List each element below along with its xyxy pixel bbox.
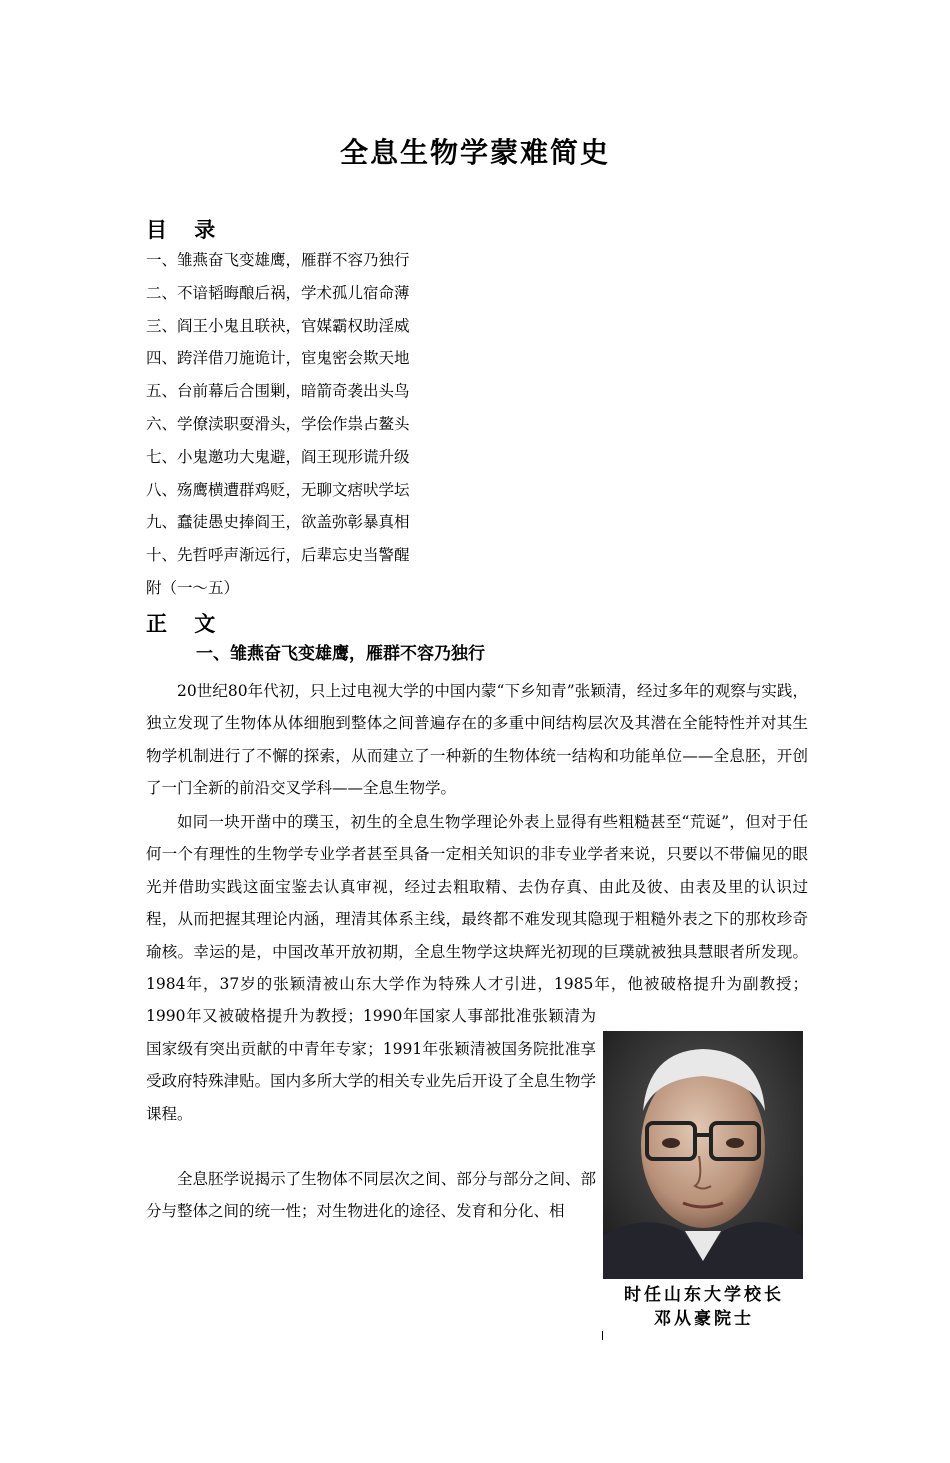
table-of-contents	[146, 244, 410, 605]
paragraph: 20世纪80年代初，只上过电视大学的中国内蒙“下乡知青”张颖清，经过多年的观察与实践，独立发现了生物体从体细胞到整体之间普遍存在的多重中间结构层次及其潜在全能特性并对其生物学机制进行了不懈的探索，从而建立了一种新的生物体统一结构和功能单位——全息胚，开创了一门全新的前沿交叉学科——全息生物学。	[146, 682, 808, 798]
toc-item: 七、小鬼邀功大鬼避，阎王现形谎升级	[146, 447, 410, 466]
document-title: 全息生物学蒙难简史	[339, 136, 610, 169]
toc-item: 三、阎王小鬼且联袂，官媒霸权助淫威	[146, 316, 410, 335]
toc-item: 六、学僚渎职耍滑头，学侩作祟占鳌头	[146, 414, 410, 433]
toc-heading: 目 录	[146, 217, 226, 242]
toc-item: 二、不谙韬晦酿后祸，学术孤儿宿命薄	[146, 283, 410, 302]
section-title: 一、雏燕奋飞变雄鹰，雁群不容乃独行	[196, 644, 485, 664]
toc-item: 十、先哲呼声渐远行，后辈忘史当警醒	[146, 546, 410, 565]
photo-caption	[600, 1283, 808, 1331]
toc-item: 八、殇鹰横遭群鸡贬，无聊文痞吠学坛	[146, 480, 410, 499]
body-heading: 正 文	[146, 611, 226, 636]
page-mark	[602, 1331, 603, 1340]
photo-caption-line: 时任山东大学校长	[624, 1285, 784, 1305]
paragraph: 如同一块开凿中的璞玉，初生的全息生物学理论外表上显得有些粗糙甚至“荒诞”，但对于任何一个有理性的生物学专业学者甚至具备一定相关知识的非专业学者来说，只要以不带偏见的眼光并借助实践这面宝鉴去认真审视，经过去粗取精、去伪存真、由此及彼、由表及里的认识过程，从而把握其理论内涵，理清其体系主线，最终都不难发现其隐现于粗糙外表之下的那枚珍奇瑜核。幸运的是，中国改革开放初期，全息生物学这块辉光初现的巨璞就被独具慧眼者所发现。1984年，37岁的张颖清被山东大学作为特殊人才引进，1985年，他被破格提升为副教授；1990年又被破格提升为教授；1990年国家人事部批准张颖清为国家级有突出贡献的中青年专家；1991年张颖清被国务院批准享受政府特殊津贴。国内多所大学的相关专业先后开设了全息生物学课程。	[146, 813, 808, 1123]
toc-item: 五、台前幕后合围剿，暗箭奇袭出头鸟	[146, 382, 410, 401]
photo-caption-line: 邓从豪院士	[654, 1309, 754, 1329]
toc-item: 附（一～五）	[146, 578, 240, 597]
toc-item: 一、雏燕奋飞变雄鹰，雁群不容乃独行	[146, 251, 410, 269]
toc-item: 九、蠢徒愚史捧阎王，欲盖弥彰暴真相	[146, 513, 410, 532]
paragraph: 全息胚学说揭示了生物体不同层次之间、部分与部分之间、部分与整体之间的统一性；对生物进化的途径、发育和分化、相	[146, 1170, 596, 1221]
toc-item: 四、跨洋借刀施诡计，宦鬼密会欺天地	[146, 349, 410, 368]
